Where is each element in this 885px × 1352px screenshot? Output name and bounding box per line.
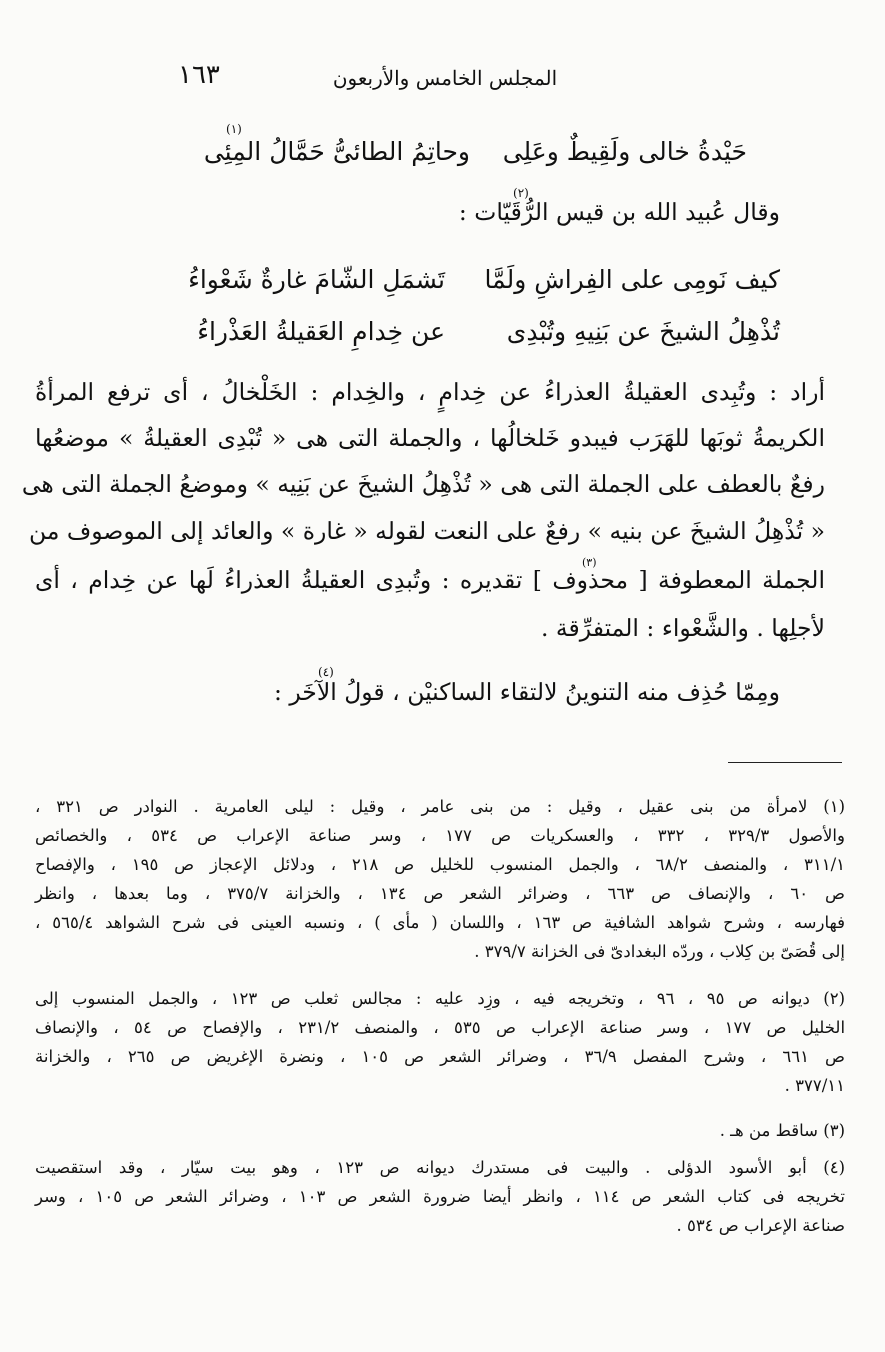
commentary-line: « تُذْهِلُ الشيخَ عن بنيه » رفعٌ على النعت لقوله « غارة » والعائد إلى الموصوف من	[28, 517, 825, 545]
page-number: ١٦٣	[178, 60, 220, 90]
footnote-2-line: (٢) ديوانه ص ٩٥ ، ٩٦ ، وتخريجه فيه ، وزِد عليه : مجالس ثعلب ص ١٢٣ ، والجمل المنسوب إلى	[35, 989, 845, 1008]
footnote-marker-3: (٣)	[582, 556, 597, 569]
verse-1-left-hemistich: وحاتِمُ الطائىُّ حَمَّالُ المِئِى	[203, 137, 470, 166]
footnote-1-line: (١) لامرأة من بنى عقيل ، وقيل : من بنى عامر ، وقيل : ليلى العامرية . النوادر ص ٣٢١ ،	[35, 797, 846, 816]
footnote-1-line: إلى قُصَىّ بن كِلاب ، وردّه البغدادىّ فى الخزانة ٣٧٩/٧ .	[474, 942, 845, 961]
verse-1-right-hemistich: حَيْدةُ خالى ولَقِيطٌ وعَلِى	[502, 137, 747, 166]
verse-2-line-1-left: تَشمَلِ الشّامَ غارةٌ شَعْواءُ	[188, 265, 445, 294]
commentary-line: لأجلِها . والشَّعْواء : المتفرِّقة .	[540, 614, 825, 642]
footnote-4-line: صناعة الإعراب ص ٥٣٤ .	[676, 1216, 845, 1235]
footnote-marker-1: (١)	[226, 122, 242, 136]
running-header-title: المجلس الخامس والأربعون	[332, 66, 558, 90]
footnote-3-line: (٣) ساقط من هـ .	[719, 1121, 845, 1140]
footnote-1-line: ٣١١/١ ، والمنصف ٦٨/٢ ، والجمل المنسوب للخليل ص ٢١٨ ، ودلائل الإعجاز ص ١٩٥ ، والإفصاح	[35, 855, 845, 874]
footnote-4-line: (٤) أبو الأسود الدؤلى . والبيت فى مستدرك ديوانه ص ١٢٣ ، وهو بيت سيّار ، وقد استقصيت	[35, 1158, 846, 1177]
commentary-line: الجملة المعطوفة [ محذوف ] تقديره : وتُبدِى العقيلةُ العذراءُ لَها عن خِدام ، أى	[35, 566, 825, 594]
footnote-4-line: تخريجه فى كتاب الشعر ص ١١٤ ، وانظر أيضا ضرورة الشعر ص ١٠٣ ، وضرائر الشعر ص ١٠٥ ، وسر	[35, 1187, 845, 1206]
footnote-separator	[728, 762, 842, 763]
footnote-2-line: ٣٧٧/١١ .	[784, 1076, 845, 1095]
footnote-2-line: ص ٦٦١ ، وشرح المفصل ٣٦/٩ ، وضرائر الشعر ص ١٠٥ ، ونضرة الإغريض ص ٢٦٥ ، والخزانة	[35, 1047, 845, 1066]
footnote-2-line: الخليل ص ١٧٧ ، وسر صناعة الإعراب ص ٥٣٥ ، والمنصف ٢٣١/٢ ، والإفصاح ص ٥٤ ، والإنصاف	[35, 1018, 846, 1037]
verse-2-line-2-right: تُذْهِلُ الشيخَ عن بَنِيهِ وتُبْدِى	[506, 317, 780, 346]
footnote-marker-4: (٤)	[318, 665, 334, 679]
verse-2-line-1-right: كيف نَومِى على الفِراشِ ولَمَّا	[484, 265, 780, 294]
footnote-1-line: ص ٦٠ ، والإنصاف ص ٦٦٣ ، وضرائر الشعر ص ١٣٤ ، والخزانة ٣٧٥/٧ ، وما بعدها ، وانظر	[35, 884, 846, 903]
next-verse-introduction: ومِمّا حُذِف منه التنوينُ لالتقاء الساكنيْن ، قولُ الآخَر :	[273, 678, 780, 706]
commentary-line: أراد : وتُبِدى العقيلةُ العذراءُ عن خِدامٍ ، والخِدام : الخَلْخالُ ، أى ترفع المرأةُ	[35, 378, 825, 406]
footnote-1-line: والأصول ٣٢٩/٣ ، ٣٣٢ ، والعسكريات ص ١٧٧ ، وسر صناعة الإعراب ص ٥٣٤ ، والخصائص	[35, 826, 845, 845]
verse-2-line-2-left: عن خِدامِ العَقيلةُ العَذْراءُ	[197, 317, 445, 346]
commentary-line: رفعٌ بالعطف على الجملة التى هى « تُذْهِلُ الشيخَ عن بَنِيه » وموضعُ الجملة التى هى	[21, 470, 825, 498]
footnote-marker-2: (٢)	[513, 186, 529, 200]
footnote-1-line: فهارسه ، وشرح شواهد الشافية ص ١٦٣ ، واللسان ( مأى ) ، ونسبه العينى فى شرح الشواهد ٥٦٥/٤ ،	[35, 913, 845, 932]
verse-2-introduction: وقال عُبيد الله بن قيس الرُّقَيّات :	[458, 198, 780, 226]
commentary-line: الكريمةُ ثوبَها للهَرَب فيبدو خَلخالُها ، والجملة التى هى « تُبْدِى العقيلةُ » موضعُها	[35, 424, 825, 452]
